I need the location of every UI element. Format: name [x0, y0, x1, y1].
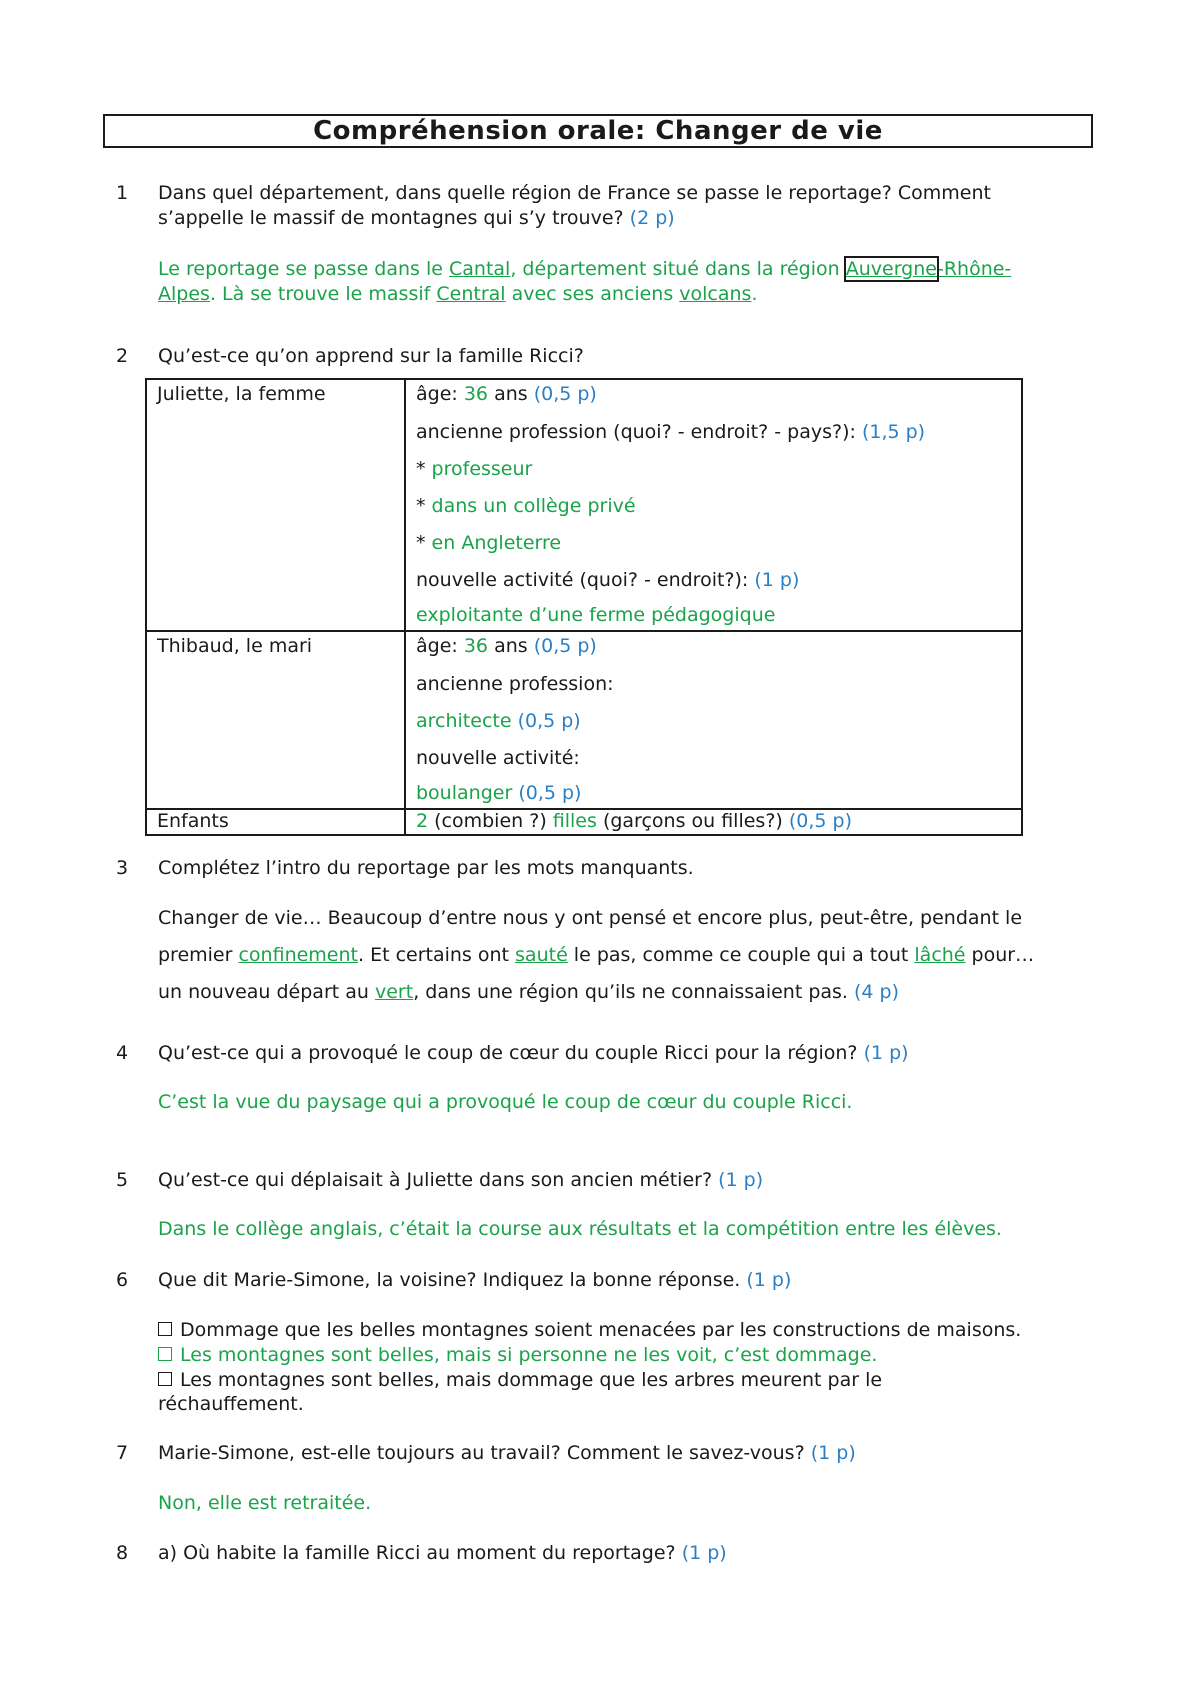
question-1-line2: [158, 207, 675, 229]
checkbox-icon[interactable]: [158, 1347, 172, 1361]
table-cell-enfants-details: 2 (combien ?) filles (garçons ou filles?) (0,5 p): [405, 809, 1022, 835]
checkbox-icon[interactable]: [158, 1322, 172, 1336]
question-number: 1: [116, 182, 129, 204]
table-cell-juliette-details: âge: 36 ans (0,5 p) ancienne profession (quoi? - endroit? - pays?): (1,5 p) * professeur * dans un collège privé * en Angleterre nouvelle activité (quoi? - endroit?): (1 p) exploitante d’une ferme pédagogique: [405, 379, 1022, 631]
question-8-text: a) Où habite la famille Ricci au moment du reportage? (1 p): [158, 1542, 727, 1564]
ricci-family-table: [145, 378, 1023, 836]
table-row: [146, 809, 1022, 835]
highlighted-word: Auvergne: [845, 258, 937, 280]
question-number: 3: [116, 857, 129, 879]
page-title: Compréhension orale: Changer de vie: [103, 114, 1093, 148]
question-number: 7: [116, 1442, 129, 1464]
table-cell-thibaud: Thibaud, le mari: [146, 631, 405, 809]
question-3-text: Complétez l’intro du reportage par les mots manquants.: [158, 857, 694, 879]
answer-7: Non, elle est retraitée.: [158, 1492, 372, 1514]
answer-1-line2: Alpes. Là se trouve le massif Central avec ses anciens volcans.: [158, 283, 758, 305]
answer-5: Dans le collège anglais, c’était la course aux résultats et la compétition entre les élèves.: [158, 1218, 1002, 1240]
option-1[interactable]: Dommage que les belles montagnes soient menacées par les constructions de maisons.: [158, 1319, 1021, 1341]
question-number: 5: [116, 1169, 129, 1191]
answer-1-line1: Le reportage se passe dans le Cantal, département situé dans la région Auvergne-Rhône-: [158, 258, 1012, 280]
points: (2 p): [629, 207, 675, 229]
option-2-correct[interactable]: Les montagnes sont belles, mais si personne ne les voit, c’est dommage.: [158, 1344, 877, 1366]
table-row: [146, 379, 1022, 631]
question-2-text: Qu’est-ce qu’on apprend sur la famille Ricci?: [158, 345, 584, 367]
question-6-text: Que dit Marie-Simone, la voisine? Indiquez la bonne réponse. (1 p): [158, 1269, 792, 1291]
question-7-text: Marie-Simone, est-elle toujours au travail? Comment le savez-vous? (1 p): [158, 1442, 856, 1464]
checkbox-icon[interactable]: [158, 1372, 172, 1386]
question-3-paragraph-line2: premier confinement. Et certains ont sauté le pas, comme ce couple qui a tout lâché pour…: [158, 944, 1035, 966]
question-number: 8: [116, 1542, 129, 1564]
table-row: [146, 631, 1022, 809]
question-number: 4: [116, 1042, 129, 1064]
option-3-continued: réchauffement.: [158, 1393, 304, 1415]
question-number: 2: [116, 345, 129, 367]
question-1-line1: Dans quel département, dans quelle région de France se passe le reportage? Comment: [158, 182, 991, 204]
question-3-paragraph-line3: un nouveau départ au vert, dans une région qu’ils ne connaissaient pas. (4 p): [158, 981, 900, 1003]
question-5-text: Qu’est-ce qui déplaisait à Juliette dans son ancien métier? (1 p): [158, 1169, 764, 1191]
table-cell-juliette: Juliette, la femme: [146, 379, 405, 631]
option-3[interactable]: Les montagnes sont belles, mais dommage que les arbres meurent par le: [158, 1369, 882, 1391]
table-cell-thibaud-details: âge: 36 ans (0,5 p) ancienne profession: architecte (0,5 p) nouvelle activité: boulanger (0,5 p): [405, 631, 1022, 809]
answer-4: C’est la vue du paysage qui a provoqué le coup de cœur du couple Ricci.: [158, 1091, 853, 1113]
question-1-text: s’appelle le massif de montagnes qui s’y trouve?: [158, 207, 624, 229]
question-number: 6: [116, 1269, 129, 1291]
table-cell-enfants: Enfants: [146, 809, 405, 835]
question-4-text: Qu’est-ce qui a provoqué le coup de cœur du couple Ricci pour la région? (1 p): [158, 1042, 909, 1064]
question-3-paragraph-line1: Changer de vie… Beaucoup d’entre nous y ont pensé et encore plus, peut-être, pendant le: [158, 907, 1023, 929]
